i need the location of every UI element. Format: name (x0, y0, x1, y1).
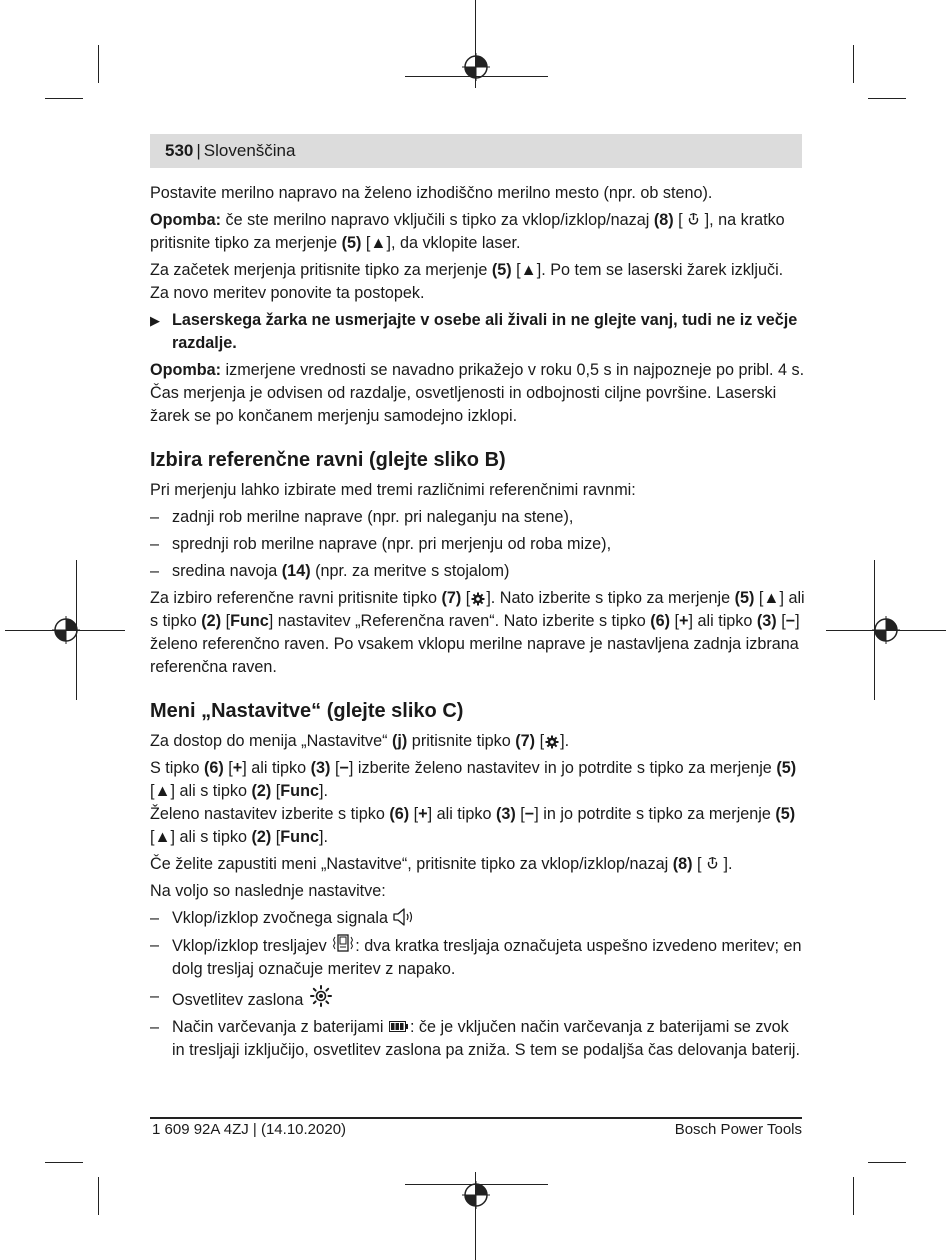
footer-doc-code: 1 609 92A 4ZJ | (14.10.2020) (152, 1121, 347, 1138)
key-ref: (6) (389, 805, 410, 823)
text: : če je vključen način varčevanja z baterijami se zvok in tresljaji izključijo, osvetlitev zaslona pa zniža. S tem se podaljša čas delovanja baterij. (172, 1018, 801, 1059)
text: izmerjene vrednosti se navadno prikažejo v roku 0,5 s in najpozneje po pribl. 4 s. Čas merjenja je odvisen od razdalje, osvetljenosti in odbojnosti ciljne površine. Laserski žarek se po končanem merjenju samodejno izklopi. (150, 361, 805, 425)
list-item (150, 506, 805, 529)
text: Želeno nastavitev izberite s tipko (150, 805, 390, 823)
dash: – (150, 936, 160, 954)
list-item (150, 1016, 805, 1062)
text: Postavite merilno napravo na želeno izhodiščno merilno mesto (npr. ob steno). (150, 184, 713, 202)
note-label: Opomba: (150, 361, 222, 379)
paragraph (150, 853, 805, 876)
text: Vklop/izklop tresljajev (172, 937, 332, 955)
page-content (150, 182, 805, 1066)
text: ] ali tipko (688, 612, 757, 630)
text: ] nastavitev „Referenčna raven“. Nato izberite s tipko (268, 612, 651, 630)
power-back-icon (688, 213, 699, 228)
text: [▲] ali s tipko (150, 828, 252, 846)
key-ref: (5) (776, 759, 797, 777)
list-item (150, 907, 805, 930)
header-separator: | (196, 141, 201, 160)
paragraph (150, 259, 805, 305)
text: [ (461, 589, 471, 607)
text: Osvetlitev zaslona (172, 991, 308, 1009)
text: ] in jo potrdite s tipko za merjenje (534, 805, 776, 823)
text: [ (223, 759, 233, 777)
text: Za izbiro referenčne ravni pritisnite tipko (150, 589, 442, 607)
key-ref: (2) (251, 782, 272, 800)
text: [ (776, 612, 786, 630)
key-ref: (5) (491, 261, 512, 279)
key-label: + (418, 805, 428, 823)
key-label: − (785, 612, 796, 630)
paragraph (150, 803, 805, 849)
header-language: Slovenščina (203, 141, 296, 160)
crop-mark (868, 1162, 906, 1163)
key-ref: (2) (251, 828, 272, 846)
note-paragraph (150, 359, 805, 428)
key-label: Func (280, 782, 319, 800)
text: (npr. za meritve s stojalom) (310, 562, 510, 580)
key-ref: (6) (650, 612, 671, 630)
text: pritisnite tipko (407, 732, 516, 750)
warning-triangle-icon: ▶ (150, 313, 160, 328)
key-ref: (5) (775, 805, 796, 823)
paragraph (150, 757, 805, 803)
section-heading: Izbira referenčne ravni (glejte sliko B) (150, 449, 506, 471)
text: [ (515, 805, 525, 823)
text: Na voljo so naslednje nastavitve: (150, 882, 386, 900)
key-label: − (524, 805, 535, 823)
key-label: Func (230, 612, 269, 630)
text: ] ali tipko (242, 759, 311, 777)
speaker-icon (393, 908, 417, 926)
registration-mark (872, 616, 900, 644)
key-ref: (3) (756, 612, 777, 630)
text: ]. (719, 855, 733, 873)
crop-mark (853, 45, 854, 83)
page-number: 530 (165, 141, 194, 160)
text: ]. (318, 782, 328, 800)
text: [ (692, 855, 707, 873)
text: [ (670, 612, 680, 630)
key-ref: (3) (310, 759, 331, 777)
text: [ (271, 828, 281, 846)
text: [▲] ali s tipko (150, 782, 252, 800)
text: zadnji rob merilne naprave (npr. pri naleganju na stene), (172, 508, 574, 526)
paragraph (150, 182, 805, 205)
text: ], na kratko pritisnite tipko za merjenje (150, 211, 785, 252)
text: Pri merjenju lahko izbirate med tremi različnimi referenčnimi ravnmi: (150, 481, 636, 499)
crop-mark (853, 1177, 854, 1215)
reference-list (150, 506, 805, 583)
text: [ (535, 732, 545, 750)
dash: – (150, 535, 160, 553)
footer-divider (150, 1117, 802, 1119)
text: sprednji rob merilne naprave (npr. pri merjenju od roba mize), (172, 535, 612, 553)
key-label: − (339, 759, 349, 777)
text: : dva kratka tresljaja označujeta uspešno izvedeno meritev; en dolg tresljaj označuje meritev z napako. (172, 937, 802, 978)
text: ] želeno referenčno raven. Po vsakem vklopu merilne naprave je nastavljena zadnja izbrana referenčna raven. (150, 612, 800, 676)
list-item (150, 934, 805, 981)
text: S tipko (150, 759, 204, 777)
key-ref: (7) (441, 589, 462, 607)
list-item (150, 533, 805, 556)
battery-icon (389, 1021, 409, 1032)
registration-mark (462, 53, 490, 81)
dash: – (150, 987, 160, 1005)
text: Za začetek merjenja pritisnite tipko za merjenje (150, 261, 492, 279)
key-label: + (232, 759, 243, 777)
note-label: Opomba: (150, 211, 222, 229)
list-item (150, 985, 805, 1012)
text: [ (271, 782, 281, 800)
key-ref: (5) (734, 589, 755, 607)
crop-mark (98, 1177, 99, 1215)
text: ] izberite želeno nastavitev in jo potrdite s tipko za merjenje (348, 759, 777, 777)
text: [▲], da vklopite laser. (361, 234, 521, 252)
key-ref: (7) (515, 732, 536, 750)
dash: – (150, 508, 160, 526)
text: ]. Nato izberite s tipko za merjenje (486, 589, 735, 607)
text: [ (673, 211, 688, 229)
crop-mark (45, 1162, 83, 1163)
paragraph (150, 479, 805, 502)
text: Za dostop do menija „Nastavitve“ (150, 732, 393, 750)
key-ref: (5) (341, 234, 362, 252)
dash: – (150, 1018, 160, 1036)
list-item (150, 560, 805, 583)
text: [ (221, 612, 231, 630)
safety-warning (150, 309, 805, 355)
text: Vklop/izklop zvočnega signala (172, 909, 393, 927)
text: [▲] ali s tipko (150, 589, 805, 630)
settings-gear-icon (545, 735, 559, 749)
text: sredina navoja (172, 562, 282, 580)
paragraph (150, 880, 805, 903)
text: [ (330, 759, 340, 777)
page-header (150, 134, 802, 168)
text: [▲]. Po tem se laserski žarek izključi. Za novo meritev ponovite ta postopek. (150, 261, 784, 302)
dash: – (150, 562, 160, 580)
key-ref: (8) (672, 855, 693, 873)
key-label: + (679, 612, 689, 630)
key-ref: (14) (281, 562, 311, 580)
crop-mark (45, 98, 83, 99)
key-label: Func (280, 828, 319, 846)
section-heading: Meni „Nastavitve“ (glejte sliko C) (150, 700, 464, 722)
settings-list (150, 907, 805, 1062)
text: ]. (560, 732, 570, 750)
paragraph (150, 587, 805, 679)
key-ref: (3) (496, 805, 516, 823)
key-ref: (6) (204, 759, 224, 777)
registration-mark (462, 1181, 490, 1209)
crop-mark (868, 98, 906, 99)
text: Način varčevanja z baterijami (172, 1018, 388, 1036)
text: [ (409, 805, 419, 823)
key-ref: (2) (201, 612, 222, 630)
crop-mark (98, 45, 99, 83)
settings-gear-icon (471, 592, 485, 606)
text: ]. (318, 828, 328, 846)
footer-brand: Bosch Power Tools (674, 1121, 802, 1138)
key-ref: (8) (653, 211, 674, 229)
warning-text: Laserskega žarka ne usmerjajte v osebe ali živali in ne glejte vanj, tudi ne iz večje razdalje. (172, 311, 798, 352)
text: ] ali tipko (427, 805, 496, 823)
paragraph (150, 730, 805, 753)
sun-icon (309, 985, 333, 1007)
power-back-icon (707, 857, 718, 872)
note-paragraph (150, 209, 805, 255)
dash: – (150, 909, 160, 927)
key-ref: (j) (392, 732, 408, 750)
vibration-icon (332, 934, 354, 954)
text: če ste merilno napravo vključili s tipko za vklop/izklop/nazaj (221, 211, 654, 229)
registration-mark (52, 616, 80, 644)
text: Če želite zapustiti meni „Nastavitve“, pritisnite tipko za vklop/izklop/nazaj (150, 855, 673, 873)
